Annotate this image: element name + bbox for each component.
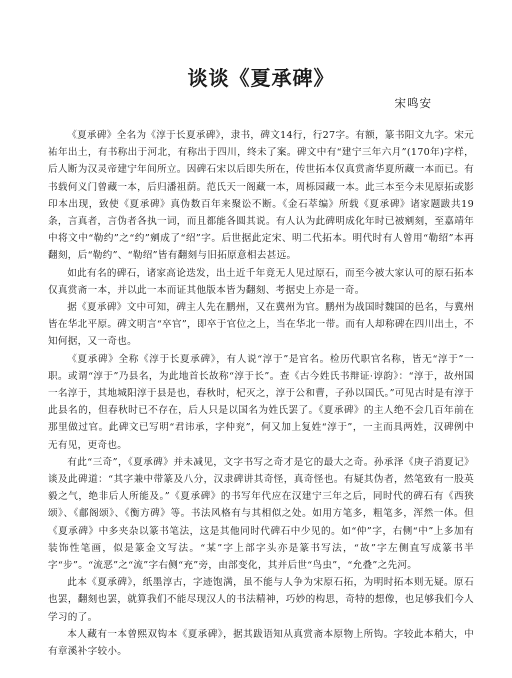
paragraph-4: 《夏承碑》全称《淳于长夏承碑》，有人说“淳于”是官名。检历代职官名称，皆无“淳于”一职。或谓“淳于”乃县名，为此地首长故称“淳于长”。查《古今姓氏书辩证·谆韵》：“淳于，故州国一名淳于，其地城阳淳于县是也，春秋时，杞灭之，淳于公和曹，子孙以国氏。”可见古时是有淳于此县名的，但春秋时已不存在，后人只是以国名为姓氏罢了。《夏承碑》的主人绝不会几百年前在那里做过官。此碑文已写明“君讳承，字仲兖”，何又加上复姓“淳于”，一主而具两姓，汉碑例中无有见，更奇也。 xyxy=(48,353,474,451)
article-body xyxy=(48,127,474,660)
paragraph-3: 据《夏承碑》文中可知，碑主人先在鹏州，又在冀州为官。鹏州为战国时魏国的邑名，与冀州皆在华北平原。碑文明言“卒官”，即卒于官位之上，当在华北一带。而有人却称碑在四川出土，不知何据，又一奇也。 xyxy=(48,302,474,348)
paragraph-2: 如此有名的碑石，诸家高论迭发，出土近千年竟无人见过原石，而至今被大家认可的原石拓本仅真赏斋一本，并以此一本而证其他版本皆为翻刻、考据史上亦是一奇。 xyxy=(48,267,474,296)
paragraph-5: 有此“三奇”，《夏承碑》并未减见，文字书写之奇才是它的最大之奇。孙承泽《庚子消夏记》谈及此碑道：“其字兼中带篆及八分，汉隶碑讲其奇怪，真奇怪也。有疑其伪者，然笔致有一股英毅之气，绝非后人所能及。”《夏承碑》的书写年代应在汉建宁三年之后，同时代的碑石有《西狭颂》、《郙阁颂》、《衡方碑》等。书法风格有与其相似之处。如用方笔多，粗笔多，浑然一体。但《夏承碑》中多夹杂以篆书笔法，这是其他同时代碑石中少见的。如“仲”字，右侧“中”上多加有装饰性笔画，似是篆金文写法。“某”字上部字头亦是篆书写法，“故”字左侧直写成篆书半字“步”。“流恶”之“流”字右侧“充”旁，由部变化，其并后世“鸟虫”，“允叠”之先河。 xyxy=(48,456,474,572)
paragraph-1: 《夏承碑》全名为《淳于长夏承碑》，隶书，碑文14行，行27字。有额，篆书阳文九字。宋元祐年出土，有书称出于河北，有称出于四川，终未了案。碑文中有“建宁三年六月”(170年)字样，后人断为汉灵帝建宁年间所立。因碑石宋以后即失所在，传世拓本仅真赏斋华夏所藏一本而已。有书载何义门曾藏一本，后归潘祖荫。范氏天一阁藏一本，周栎园藏一本。此三本至今未见原拓或影印本出现，致使《夏承碑》真伪数百年来聚讼不断。《金石萃编》所载《夏承碑》诸家题跋共19条，言真者，言伪者各执一词，而且都能各圆其说。有人认为此碑明成化年时已被剜刻，至嘉靖年中将文中“勒约”之“约”剜成了“绍”字。后世据此定宋、明二代拓本。明代时有人曾用“勒绍”本再翻刻，后“勒约”、“勒绍”皆有翻刻与旧拓原意相去甚远。 xyxy=(48,130,474,262)
paragraph-7: 本人藏有一本曾熙双钩本《夏承碑》，据其跋语知从真赏斋本原物上所钩。字较此本稍大，中有章溪补字较小。 xyxy=(48,628,474,658)
paragraph-6: 此本《夏承碑》，纸墨淳古，字迹饱满，虽不能与人争为宋原石拓，为明时拓本则无疑。原石也罢，翻刻也罢，就算我们不能尽现汉人的书法精神，巧妙的构思，奇特的想像，也足够我们今人学习的了。 xyxy=(48,577,474,623)
article-title: 谈谈《夏承碑》 xyxy=(187,66,335,90)
article-author: 宋鸣安 xyxy=(394,96,432,110)
